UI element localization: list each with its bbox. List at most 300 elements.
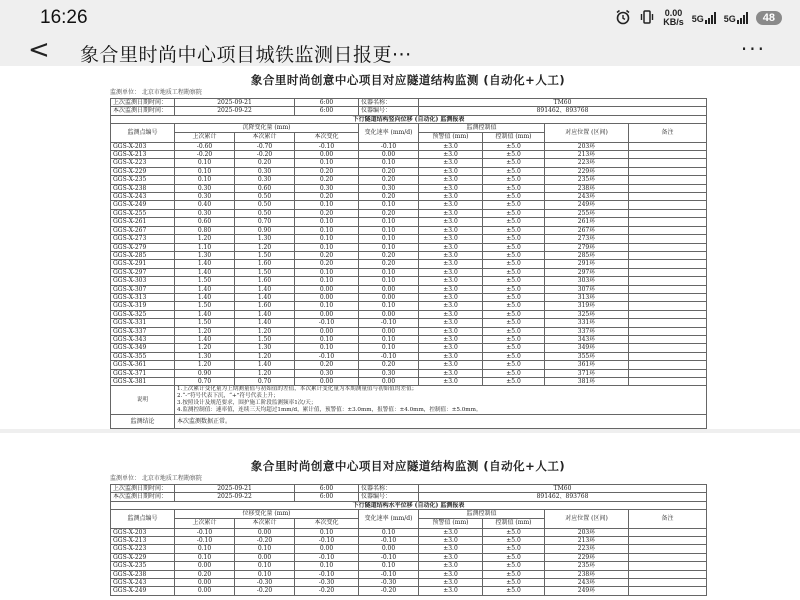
- cell-current: 1.50: [235, 251, 295, 259]
- cell-last: 0.70: [175, 378, 235, 386]
- cell-rate: 0.10: [359, 562, 419, 570]
- cell-warn: ±3.0: [419, 184, 483, 192]
- note-line: 1.上次累计变化量为上期测量值与初始值的差值，本次累计变化量为本期测量值与初始值的差值；: [177, 386, 418, 393]
- cell-last: 0.90: [175, 369, 235, 377]
- cell-change: 0.00: [295, 545, 359, 553]
- cell-current: 1.20: [235, 243, 295, 251]
- cell-loc: 238环: [545, 570, 629, 578]
- page-title: 象合里时尚中心项目城铁监测日报更···: [80, 44, 412, 66]
- conclusion-label: 监测结论: [111, 415, 175, 429]
- cell-rate: 0.10: [359, 218, 419, 226]
- cell-ctrl: ±5.0: [483, 344, 545, 352]
- table-row: [111, 545, 707, 553]
- note-line: 2.“-”符号代表下沉，“+”符号代表上升；: [177, 393, 279, 400]
- instrument-name-label: 仪器名称：: [359, 485, 419, 493]
- cell-rate: 0.20: [359, 193, 419, 201]
- instrument-name-label: 仪器名称：: [359, 99, 419, 107]
- cell-ctrl: ±5.0: [483, 327, 545, 335]
- cell-warn: ±3.0: [419, 193, 483, 201]
- cell-point: GGS-X-203: [111, 142, 175, 150]
- cell-loc: 325环: [545, 310, 629, 318]
- cell-current: 1.40: [235, 293, 295, 301]
- cell-point: GGS-X-331: [111, 319, 175, 327]
- cell-current: 0.90: [235, 226, 295, 234]
- last-date-label: 上次监测日期时间：: [111, 485, 175, 493]
- cell-change: 0.20: [295, 260, 359, 268]
- cell-loc: 229环: [545, 553, 629, 561]
- table-row: [111, 159, 707, 167]
- table-row: [111, 193, 707, 201]
- cell-rate: 0.20: [359, 209, 419, 217]
- table-row: [111, 251, 707, 259]
- cell-current: 0.30: [235, 176, 295, 184]
- cell-last: 1.40: [175, 260, 235, 268]
- cell-ctrl: ±5.0: [483, 579, 545, 587]
- cell-ctrl: ±5.0: [483, 235, 545, 243]
- cell-ctrl: ±5.0: [483, 218, 545, 226]
- cell-remark: [629, 184, 707, 192]
- cell-last: -0.20: [175, 151, 235, 159]
- cell-remark: [629, 545, 707, 553]
- cell-point: GGS-X-243: [111, 579, 175, 587]
- cell-loc: 279环: [545, 243, 629, 251]
- cell-warn: ±3.0: [419, 302, 483, 310]
- cell-point: GGS-X-343: [111, 335, 175, 343]
- cell-remark: [629, 142, 707, 150]
- cell-current: 0.00: [235, 553, 295, 561]
- cell-point: GGS-X-267: [111, 226, 175, 234]
- cell-rate: 0.30: [359, 369, 419, 377]
- cell-change: -0.10: [295, 553, 359, 561]
- cell-current: 0.70: [235, 378, 295, 386]
- cell-change: 0.10: [295, 277, 359, 285]
- cell-point: GGS-X-297: [111, 268, 175, 276]
- cell-point: GGS-X-261: [111, 218, 175, 226]
- cell-remark: [629, 562, 707, 570]
- page-separator: [0, 429, 800, 433]
- cell-loc: 213环: [545, 537, 629, 545]
- note-line: 3.按照设计及规范要求，围护施工阶段监测频率1次/天；: [177, 400, 317, 407]
- cell-last: 1.40: [175, 268, 235, 276]
- cell-last: 0.30: [175, 209, 235, 217]
- cell-change: 0.10: [295, 226, 359, 234]
- cell-current: -0.70: [235, 142, 295, 150]
- report-page-2: [110, 458, 706, 596]
- cell-last: 1.20: [175, 327, 235, 335]
- cell-point: GGS-X-223: [111, 545, 175, 553]
- cell-point: GGS-X-235: [111, 562, 175, 570]
- cell-warn: ±3.0: [419, 209, 483, 217]
- cell-ctrl: ±5.0: [483, 293, 545, 301]
- cell-ctrl: ±5.0: [483, 243, 545, 251]
- cell-remark: [629, 553, 707, 561]
- cell-current: 0.50: [235, 201, 295, 209]
- cell-loc: 343环: [545, 335, 629, 343]
- cell-ctrl: ±5.0: [483, 201, 545, 209]
- cell-ctrl: ±5.0: [483, 352, 545, 360]
- table-row: [111, 579, 707, 587]
- table-row: [111, 201, 707, 209]
- cell-warn: ±3.0: [419, 235, 483, 243]
- col-this-change: 本次变化: [295, 132, 359, 142]
- cell-loc: 243环: [545, 579, 629, 587]
- conclusion-text: 本次监测数据正常。: [175, 415, 707, 429]
- cell-rate: -0.10: [359, 142, 419, 150]
- horizontal-displacement-table: [110, 484, 707, 596]
- cell-warn: ±3.0: [419, 570, 483, 578]
- cell-change: 0.00: [295, 293, 359, 301]
- cell-ctrl: ±5.0: [483, 142, 545, 150]
- cell-loc: 249环: [545, 201, 629, 209]
- cell-remark: [629, 587, 707, 595]
- cell-change: 0.30: [295, 369, 359, 377]
- cell-current: 0.50: [235, 193, 295, 201]
- cell-current: -0.30: [235, 579, 295, 587]
- cell-ctrl: ±5.0: [483, 268, 545, 276]
- instrument-number: 891462、893768: [419, 493, 707, 501]
- nav-bar: [0, 36, 800, 66]
- cell-change: 0.20: [295, 209, 359, 217]
- cell-change: 0.10: [295, 268, 359, 276]
- cell-current: 0.30: [235, 167, 295, 175]
- table-row: [111, 285, 707, 293]
- cell-remark: [629, 277, 707, 285]
- cell-rate: 0.00: [359, 327, 419, 335]
- table-row: [111, 260, 707, 268]
- cell-current: 1.50: [235, 268, 295, 276]
- cell-ctrl: ±5.0: [483, 378, 545, 386]
- cell-last: 0.10: [175, 159, 235, 167]
- col-warning: 预警值 (mm): [419, 518, 483, 528]
- cell-last: 0.00: [175, 579, 235, 587]
- cell-last: 0.30: [175, 184, 235, 192]
- cell-rate: -0.10: [359, 537, 419, 545]
- cell-rate: 0.10: [359, 243, 419, 251]
- cell-last: 1.20: [175, 344, 235, 352]
- cell-change: -0.20: [295, 587, 359, 595]
- net-type-1: 5G: [691, 14, 704, 24]
- cell-warn: ±3.0: [419, 151, 483, 159]
- cell-point: GGS-X-238: [111, 184, 175, 192]
- col-control: 控制值 (mm): [483, 518, 545, 528]
- monitoring-unit: 监测单位： 北京市地质工程勘察院: [110, 89, 202, 96]
- cell-last: 0.10: [175, 553, 235, 561]
- table-row: [111, 335, 707, 343]
- cell-ctrl: ±5.0: [483, 167, 545, 175]
- speed-unit: KB/s: [663, 17, 684, 27]
- cell-current: 1.20: [235, 327, 295, 335]
- instrument-number-label: 仪器编号：: [359, 493, 419, 501]
- table-row: [111, 176, 707, 184]
- cell-current: 0.10: [235, 545, 295, 553]
- cell-current: 1.60: [235, 277, 295, 285]
- table-row: [111, 319, 707, 327]
- cell-remark: [629, 302, 707, 310]
- col-point: 监测点编号: [111, 124, 175, 142]
- cell-remark: [629, 167, 707, 175]
- back-button[interactable]: <: [28, 35, 50, 65]
- monitoring-unit: 监测单位： 北京市地质工程勘察院: [110, 475, 202, 482]
- table-row: [111, 361, 707, 369]
- cell-loc: 291环: [545, 260, 629, 268]
- cell-remark: [629, 285, 707, 293]
- cell-rate: 0.10: [359, 226, 419, 234]
- document-viewer[interactable]: [0, 66, 800, 600]
- speed-value: 0.00: [664, 8, 683, 18]
- table-row: [111, 218, 707, 226]
- cell-warn: ±3.0: [419, 243, 483, 251]
- cell-remark: [629, 528, 707, 536]
- col-change-group: 位移变化量 (mm): [175, 510, 359, 518]
- cell-change: -0.10: [295, 319, 359, 327]
- cell-last: -0.10: [175, 537, 235, 545]
- col-last: 上次累计: [175, 132, 235, 142]
- cell-remark: [629, 209, 707, 217]
- cell-point: GGS-X-279: [111, 243, 175, 251]
- cell-change: -0.10: [295, 352, 359, 360]
- last-date: 2025-09-21: [175, 485, 295, 493]
- cell-warn: ±3.0: [419, 285, 483, 293]
- cell-remark: [629, 369, 707, 377]
- cell-rate: -0.20: [359, 587, 419, 595]
- cell-warn: ±3.0: [419, 378, 483, 386]
- cell-warn: ±3.0: [419, 369, 483, 377]
- cell-ctrl: ±5.0: [483, 562, 545, 570]
- cell-point: GGS-X-303: [111, 277, 175, 285]
- cell-loc: 319环: [545, 302, 629, 310]
- cell-loc: 203环: [545, 528, 629, 536]
- cell-point: GGS-X-235: [111, 176, 175, 184]
- cell-rate: 0.00: [359, 285, 419, 293]
- cell-warn: ±3.0: [419, 319, 483, 327]
- cell-rate: -0.30: [359, 579, 419, 587]
- cell-current: -0.20: [235, 151, 295, 159]
- cell-last: 1.10: [175, 243, 235, 251]
- table-body-2: [111, 528, 707, 595]
- table-row: [111, 344, 707, 352]
- cell-rate: -0.10: [359, 352, 419, 360]
- cell-warn: ±3.0: [419, 251, 483, 259]
- cell-ctrl: ±5.0: [483, 310, 545, 318]
- cell-change: 0.00: [295, 327, 359, 335]
- cell-point: GGS-X-349: [111, 344, 175, 352]
- cell-rate: 0.10: [359, 528, 419, 536]
- last-date-label: 上次监测日期时间：: [111, 99, 175, 107]
- col-control-group: 监测控制值: [419, 510, 545, 518]
- instrument-number-label: 仪器编号：: [359, 107, 419, 115]
- cell-remark: [629, 570, 707, 578]
- cell-current: 0.70: [235, 218, 295, 226]
- table-row: [111, 587, 707, 595]
- table-row: [111, 277, 707, 285]
- cell-rate: -0.10: [359, 570, 419, 578]
- clock: 16:26: [40, 7, 88, 28]
- cell-warn: ±3.0: [419, 277, 483, 285]
- col-remark: 备注: [629, 124, 707, 142]
- cell-change: 0.10: [295, 344, 359, 352]
- col-rate: 变化速率 (mm/d): [359, 124, 419, 142]
- cell-warn: ±3.0: [419, 537, 483, 545]
- cell-rate: 0.10: [359, 235, 419, 243]
- cell-change: 0.20: [295, 251, 359, 259]
- more-options-button[interactable]: ···: [740, 37, 766, 61]
- instrument-name: TM60: [419, 485, 707, 493]
- cell-last: 1.50: [175, 302, 235, 310]
- cell-warn: ±3.0: [419, 553, 483, 561]
- report-page-1: [110, 72, 706, 429]
- cell-rate: 0.10: [359, 159, 419, 167]
- cell-point: GGS-X-203: [111, 528, 175, 536]
- cell-remark: [629, 327, 707, 335]
- cell-change: 0.10: [295, 201, 359, 209]
- cell-last: 0.20: [175, 570, 235, 578]
- cell-point: GGS-X-213: [111, 151, 175, 159]
- cell-current: 1.40: [235, 361, 295, 369]
- cell-warn: ±3.0: [419, 268, 483, 276]
- cell-current: 1.60: [235, 260, 295, 268]
- cell-point: GGS-X-229: [111, 553, 175, 561]
- cell-ctrl: ±5.0: [483, 361, 545, 369]
- status-icons: [615, 9, 782, 27]
- cell-rate: 0.20: [359, 251, 419, 259]
- table-row: [111, 562, 707, 570]
- cell-last: 0.00: [175, 562, 235, 570]
- cell-loc: 267环: [545, 226, 629, 234]
- table-row: [111, 553, 707, 561]
- cell-current: 1.30: [235, 235, 295, 243]
- cell-current: 1.40: [235, 285, 295, 293]
- cell-last: -0.10: [175, 528, 235, 536]
- cell-loc: 243环: [545, 193, 629, 201]
- cell-loc: 381环: [545, 378, 629, 386]
- cell-rate: 0.00: [359, 151, 419, 159]
- cell-remark: [629, 201, 707, 209]
- table-row: [111, 310, 707, 318]
- cell-remark: [629, 159, 707, 167]
- cell-rate: 0.20: [359, 176, 419, 184]
- cell-ctrl: ±5.0: [483, 302, 545, 310]
- table-row: [111, 352, 707, 360]
- table-row: [111, 235, 707, 243]
- cell-remark: [629, 251, 707, 259]
- cell-warn: ±3.0: [419, 218, 483, 226]
- network-speed: [663, 9, 684, 27]
- signal-sim2: [724, 12, 748, 24]
- instrument-number: 891462、893768: [419, 107, 707, 115]
- cell-warn: ±3.0: [419, 201, 483, 209]
- table-row: [111, 167, 707, 175]
- cell-remark: [629, 235, 707, 243]
- cell-change: 0.00: [295, 378, 359, 386]
- cell-loc: 273环: [545, 235, 629, 243]
- cell-point: GGS-X-285: [111, 251, 175, 259]
- cell-last: 1.40: [175, 335, 235, 343]
- cell-change: 0.10: [295, 562, 359, 570]
- cell-ctrl: ±5.0: [483, 587, 545, 595]
- cell-current: 1.40: [235, 319, 295, 327]
- cell-ctrl: ±5.0: [483, 176, 545, 184]
- cell-loc: 261环: [545, 218, 629, 226]
- cell-warn: ±3.0: [419, 226, 483, 234]
- cell-loc: 303环: [545, 277, 629, 285]
- cell-warn: ±3.0: [419, 310, 483, 318]
- cell-point: GGS-X-325: [111, 310, 175, 318]
- table-row: [111, 570, 707, 578]
- cell-change: 0.10: [295, 335, 359, 343]
- cell-point: GGS-X-371: [111, 369, 175, 377]
- table-row: [111, 369, 707, 377]
- cell-point: GGS-X-307: [111, 285, 175, 293]
- cell-last: 0.40: [175, 201, 235, 209]
- cell-ctrl: ±5.0: [483, 260, 545, 268]
- cell-current: 1.50: [235, 335, 295, 343]
- instrument-name: TM60: [419, 99, 707, 107]
- cell-rate: 0.10: [359, 335, 419, 343]
- cell-current: 0.10: [235, 570, 295, 578]
- table-row: [111, 327, 707, 335]
- cell-last: 1.30: [175, 352, 235, 360]
- cell-remark: [629, 361, 707, 369]
- cell-warn: ±3.0: [419, 562, 483, 570]
- vertical-displacement-table: [110, 98, 707, 429]
- table-row: [111, 302, 707, 310]
- cell-rate: 0.10: [359, 302, 419, 310]
- cell-change: 0.10: [295, 528, 359, 536]
- cell-last: 0.80: [175, 226, 235, 234]
- cell-point: GGS-X-313: [111, 293, 175, 301]
- cell-current: 1.40: [235, 310, 295, 318]
- report-title: 象合里时尚创意中心项目对应隧道结构监测 (自动化+人工): [250, 73, 566, 87]
- col-current: 本次累计: [235, 132, 295, 142]
- cell-remark: [629, 226, 707, 234]
- table-row: [111, 142, 707, 150]
- cell-last: 1.20: [175, 361, 235, 369]
- cell-warn: ±3.0: [419, 293, 483, 301]
- cell-change: 0.10: [295, 235, 359, 243]
- cell-current: 1.30: [235, 344, 295, 352]
- report-title: 象合里时尚创意中心项目对应隧道结构监测 (自动化+人工): [250, 459, 566, 473]
- battery-icon: 48: [756, 11, 782, 25]
- signal-sim1: [692, 12, 716, 24]
- cell-warn: ±3.0: [419, 159, 483, 167]
- cell-last: 1.50: [175, 319, 235, 327]
- cell-last: 1.30: [175, 251, 235, 259]
- cell-point: GGS-X-223: [111, 159, 175, 167]
- cell-loc: 255环: [545, 209, 629, 217]
- cell-change: 0.20: [295, 167, 359, 175]
- cell-ctrl: ±5.0: [483, 193, 545, 201]
- cell-rate: 0.00: [359, 378, 419, 386]
- cell-change: 0.20: [295, 193, 359, 201]
- cell-last: 1.40: [175, 293, 235, 301]
- cell-point: GGS-X-355: [111, 352, 175, 360]
- signal-bars-icon: [705, 12, 716, 24]
- cell-change: 0.00: [295, 151, 359, 159]
- cell-warn: ±3.0: [419, 352, 483, 360]
- cell-ctrl: ±5.0: [483, 251, 545, 259]
- cell-point: GGS-X-319: [111, 302, 175, 310]
- cell-last: 0.30: [175, 193, 235, 201]
- cell-remark: [629, 151, 707, 159]
- table-row: [111, 528, 707, 536]
- cell-current: 1.20: [235, 369, 295, 377]
- cell-loc: 229环: [545, 167, 629, 175]
- cell-change: 0.20: [295, 361, 359, 369]
- cell-last: 0.60: [175, 218, 235, 226]
- notes-text: [175, 386, 707, 415]
- cell-last: 0.10: [175, 176, 235, 184]
- col-warning: 预警值 (mm): [419, 132, 483, 142]
